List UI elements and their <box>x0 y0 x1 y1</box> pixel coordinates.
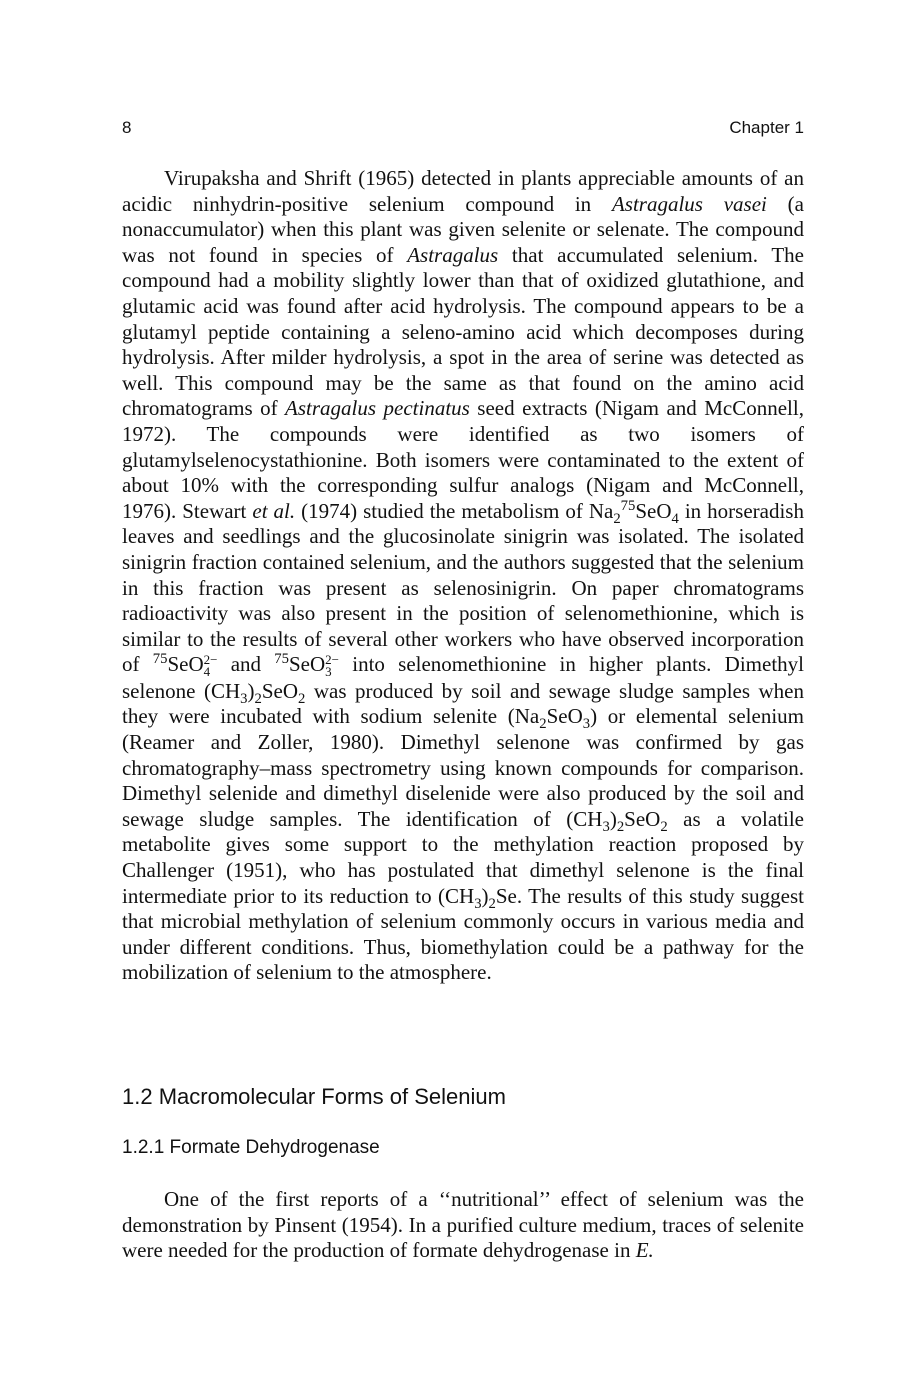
text-run: SeO <box>261 678 298 703</box>
text-run: into selenomethionine in higher plants. Dimethyl selenone (CH <box>122 652 804 703</box>
text-run: SeO <box>635 498 672 523</box>
subscript: 2 <box>254 691 262 708</box>
subscript: 3 <box>582 716 591 733</box>
text-run: SeO <box>546 704 583 729</box>
text-run: that accumulated selenium. The compound had a mobility slightly lower than that of oxidized glutathione, and glutamic acid was found after acid hydrolysis. The compound appears to be a glutamyl peptide containing a seleno-amino acid which decomposes during hydrolysis. After milder hydrolysis, a spot in the area of serine was detected as well. This compound may be the same as that found on the amino acid chromatograms of <box>122 242 804 421</box>
text-run: Virupaksha and Shrift (1965) detected in plants appreciable amounts of an acidic ninhydrin-positive selenium compound in <box>122 166 804 216</box>
body-paragraph-2 <box>122 1187 804 1264</box>
body-paragraph-1 <box>122 166 804 986</box>
text-run: ) <box>247 678 255 703</box>
charge-index <box>325 654 339 679</box>
page-number: 8 <box>122 118 132 137</box>
text-run: seed extracts (Nigam and McConnell, 1972). The compounds were identified as two isomers of glutamylselenocystathionine. Both isomers were contaminated to the extent of about 10% with the corresponding sulfur analogs (Nigam and McConnell, 1976). Stewart <box>122 396 804 523</box>
text-run: SeO <box>167 652 204 677</box>
section-heading: 1.2 Macromolecular Forms of Selenium <box>122 1084 506 1109</box>
text-run: was produced by soil and sewage sludge samples when they were incubated with sodium selenite (Na <box>122 678 804 729</box>
text-run: One of the first reports of a ‘‘nutritional’’ effect of selenium was the demonstration by Pinsent (1954). In a purified culture medium, traces of selenite were needed for the production of formate dehydrogenase in <box>122 1187 804 1263</box>
subscript: 3 <box>602 818 610 835</box>
text-run: and <box>217 652 275 677</box>
subscript: 2 <box>613 510 621 527</box>
text-run: in horseradish leaves and seedlings and the glucosinolate sinigrin was isolated. The isolated sinigrin fraction contained selenium, and the authors suggested that the selenium in this fraction was present as selenosinigrin. On paper chromatograms radioactivity was also present in the position of selenomethionine, which is similar to the results of several other workers who have observed incorporation of <box>122 498 804 677</box>
charge-index <box>204 654 218 679</box>
running-head <box>122 118 804 142</box>
subscript: 3 <box>240 691 248 708</box>
subscript: 3 <box>474 895 482 912</box>
subscript: 2 <box>616 818 625 835</box>
species-name: Astragalus vasei <box>611 191 767 216</box>
charge-superscript: 2− <box>203 652 218 668</box>
subscript: 4 <box>671 510 679 527</box>
chapter-label: Chapter 1 <box>729 118 804 137</box>
text-run: Se. The results of this study suggest that microbial methylation of selenium commonly occurs in various media and under different conditions. Thus, biomethylation could be a pathway for the mobilization of selenium to the atmosphere. <box>122 883 804 985</box>
text-run: ) or elemental selenium (Reamer and Zoller, 1980). Dimethyl selenone was confirmed by gas chromatography–mass spectrometry using known compounds for comparison. Dimethyl selenide and dimethyl diselenide were also produced by the soil and sewage sludge samples. The identification of (CH <box>122 704 804 831</box>
text-run: ) <box>609 806 617 831</box>
subscript: 2 <box>660 818 668 835</box>
subscript: 2 <box>539 716 547 733</box>
subscript: 2 <box>488 895 496 912</box>
species-name: Astragalus pectinatus <box>285 396 470 421</box>
isotope-superscript: 75 <box>620 497 636 514</box>
species-name: Astragalus <box>407 242 499 267</box>
text-run: (a nonaccumulator) when this plant was given selenite or selenate. The compound was not found in species of <box>122 191 804 267</box>
text-run: SeO <box>288 652 326 677</box>
text-run: SeO <box>624 806 661 831</box>
isotope-superscript: 75 <box>152 651 168 668</box>
charge-superscript: 2− <box>325 652 339 668</box>
text-run: as a volatile metabolite gives some support to the methylation reaction proposed by Challenger (1951), who has postulated that dimethyl selenone is the final intermediate prior to its reduction to (CH <box>122 806 804 908</box>
text-run: (1974) studied the metabolism of Na <box>295 498 614 523</box>
subsection-heading: 1.2.1 Formate Dehydrogenase <box>122 1137 380 1158</box>
subscript: 4 <box>203 664 211 680</box>
et-al: et al. <box>252 498 296 523</box>
subscript: 3 <box>325 664 332 680</box>
isotope-superscript: 75 <box>274 651 289 668</box>
species-name: E. <box>635 1238 654 1263</box>
text-run: ) <box>481 883 489 908</box>
subscript: 2 <box>298 691 306 708</box>
